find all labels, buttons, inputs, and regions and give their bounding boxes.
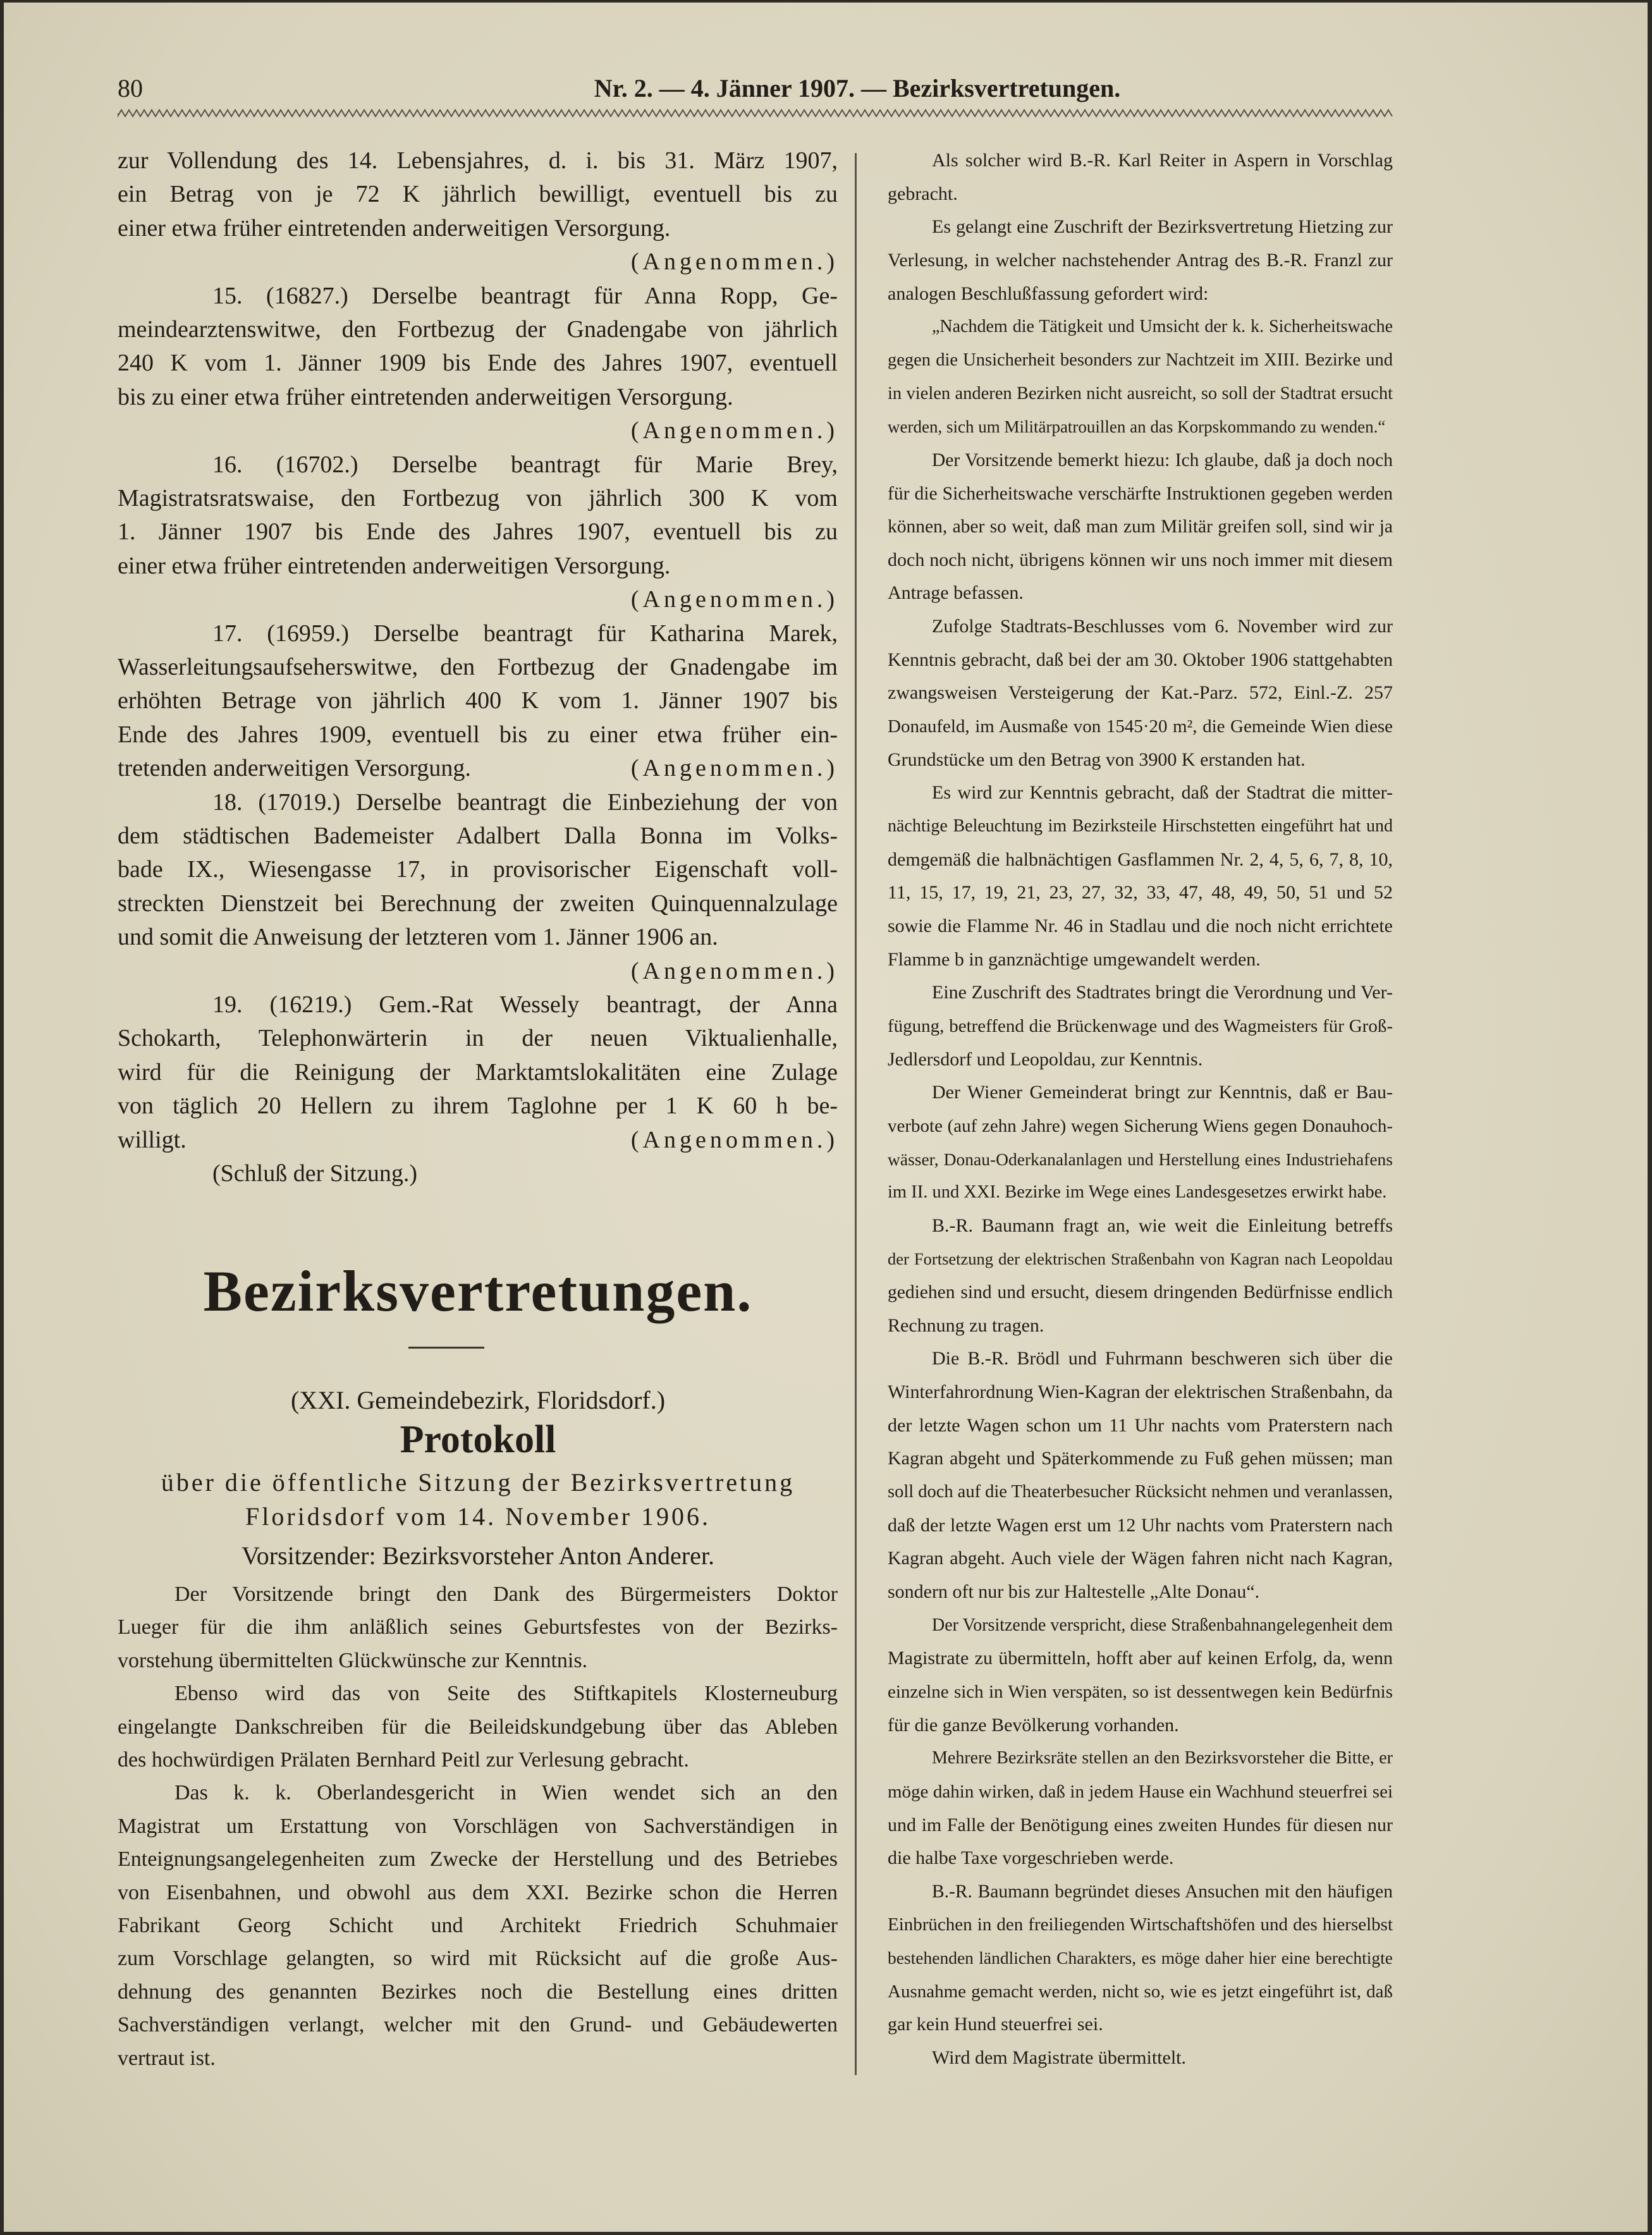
text-line: ein Betrag von je 72 K jährlich bewilligt, eventuell bis zu: [118, 181, 838, 208]
text-line: verbote (auf zehn Jahre) wegen Sicherung Wiens gegen Donauhoch-: [888, 1115, 1393, 1136]
text-line: Der Vorsitzende bemerkt hiezu: Ich glaube, daß ja doch noch: [932, 450, 1393, 470]
text-line: der letzte Wagen schon um 11 Uhr nachts vom Praterstern nach: [888, 1414, 1393, 1436]
text-line: Magistrate zu übermitteln, hofft aber auf keinen Erfolg, da, wenn: [888, 1648, 1393, 1669]
text-line: Wasserleitungsaufseherswitwe, den Fortbezug der Gnadengabe im: [118, 654, 838, 680]
text-line: B.-R. Baumann fragt an, wie weit die Einleitung betreffs: [932, 1215, 1393, 1236]
text-line: 18. (17019.) Derselbe beantragt die Einbeziehung der von: [212, 788, 838, 816]
text-line: Einbrüchen in den freiliegenden Wirtschaftshöfen und des hierselbst: [888, 1914, 1393, 1935]
text-line: Das k. k. Oberlandesgericht in Wien wendet sich an den: [174, 1781, 838, 1805]
verdict-label: (Angenommen.): [630, 417, 838, 444]
chairman-line: Vorsitzender: Bezirksvorsteher Anton Anderer.: [242, 1541, 714, 1570]
text-line: nächtige Beleuchtung im Bezirksteile Hirschstetten eingeführt hat und: [888, 816, 1393, 836]
text-line: zum Vorschlage gelangten, so wird mit Rücksicht auf die große Aus-: [118, 1947, 838, 1971]
text-line: sowie die Flamme Nr. 46 in Stadlau und die noch nicht errichtete: [888, 915, 1393, 936]
text-line: in vielen anderen Bezirken nicht ausreicht, so soll der Stadtrat ersucht: [888, 383, 1393, 403]
text-line: Grundstücke um den Betrag von 3900 K erstanden hat.: [888, 749, 1306, 770]
text-line: Der Wiener Gemeinderat bringt zur Kenntnis, daß er Bau-: [932, 1082, 1393, 1103]
text-line: Jedlersdorf und Leopoldau, zur Kenntnis.: [888, 1048, 1203, 1070]
text-line: für die Sicherheitswache verschärfte Instruktionen gegeben werden: [888, 483, 1393, 504]
text-line: gediehen sind und ersucht, diesem dringenden Bedürfnisse endlich: [888, 1282, 1393, 1303]
running-head: Nr. 2. — 4. Jänner 1907. — Bezirksvertretungen.: [594, 74, 1121, 102]
text-line: Als solcher wird B.-R. Karl Reiter in Aspern in Vorschlag: [932, 150, 1393, 171]
text-line: analogen Beschlußfassung gefordert wird:: [888, 283, 1209, 304]
text-line: wird für die Reinigung der Marktamtslokalitäten eine Zulage: [118, 1058, 838, 1086]
text-line: streckten Dienstzeit bei Berechnung der zweiten Quinquennalzulage: [118, 890, 838, 917]
text-line: des hochwürdigen Prälaten Bernhard Peitl zur Verlesung gebracht.: [118, 1748, 689, 1772]
text-line: von Eisenbahnen, und obwohl aus dem XXI. Bezirke schon die Herren: [118, 1880, 838, 1904]
text-line: Es wird zur Kenntnis gebracht, daß der Stadtrat die mitter-: [932, 782, 1393, 804]
text-line: möge dahin wirken, daß in jedem Hause ein Wachhund steuerfrei sei: [888, 1781, 1393, 1802]
text-line: die halbe Taxe vorgeschrieben werde.: [888, 1847, 1174, 1869]
protokoll-subtitle: über die öffentliche Sitzung der Bezirksvertretung: [161, 1468, 795, 1497]
text-line: erhöhten Betrage von jährlich 400 K vom 1. Jänner 1907 bis: [118, 687, 838, 714]
text-line: sondern oft nur bis zur Haltestelle „Alte Donau“.: [888, 1581, 1260, 1602]
text-line: der Fortsetzung der elektrischen Straßenbahn von Kagran nach Leopoldau: [888, 1249, 1393, 1269]
text-line: eingelangte Dankschreiben für die Beileidskundgebung über das Ableben: [118, 1715, 838, 1739]
text-line: Kagran abgeht. Auch viele der Wägen fahren nicht nach Kagran,: [888, 1548, 1393, 1569]
verdict-label: (Angenommen.): [630, 1126, 838, 1153]
text-line: bis zu einer etwa früher eintretenden anderweitigen Versorgung.: [118, 383, 733, 410]
text-line: 19. (16219.) Gem.-Rat Wessely beantragt, der Anna: [212, 991, 838, 1018]
text-line: willigt.: [118, 1126, 187, 1153]
text-line: 17. (16959.) Derselbe beantragt für Katharina Marek,: [212, 620, 838, 647]
text-line: Ende des Jahres 1909, eventuell bis zu einer etwa früher ein-: [118, 721, 838, 748]
document-page: [4, 3, 1648, 2232]
text-line: soll doch auf die Theaterbesucher Rücksicht nehmen und veranlassen,: [888, 1482, 1393, 1502]
title-rule: [408, 1347, 484, 1349]
verdict-label: (Angenommen.): [630, 586, 838, 613]
text-line: Donaufeld, im Ausmaße von 1545·20 m², die Gemeinde Wien diese: [888, 716, 1393, 737]
text-line: Zufolge Stadtrats-Beschlusses vom 6. November wird zur: [932, 616, 1393, 637]
verdict-label: (Angenommen.): [630, 755, 838, 782]
wavy-rule: [118, 109, 1395, 118]
verdict-label: (Angenommen.): [630, 957, 838, 984]
text-line: gar kein Hund steuerfrei sei.: [888, 2014, 1103, 2035]
text-line: Kenntnis gebracht, daß bei der am 30. Oktober 1906 stattgehabten: [888, 649, 1393, 670]
text-line: Ebenso wird das von Seite des Stiftkapitels Klosterneuburg: [174, 1682, 838, 1706]
text-line: meindearztenswitwe, den Fortbezug der Gnadengabe von jährlich: [118, 316, 838, 343]
text-line: Magistratsratswaise, den Fortbezug von jährlich 300 K vom: [118, 485, 838, 511]
verdict-label: (Angenommen.): [630, 248, 838, 276]
text-line: Rechnung zu tragen.: [888, 1314, 1044, 1336]
text-line: doch noch nicht, übrigens können wir uns noch immer mit diesem: [888, 549, 1393, 570]
page-number: 80: [118, 74, 143, 102]
protokoll-heading: Protokoll: [400, 1418, 556, 1461]
text-line: Der Vorsitzende verspricht, diese Straßenbahnangelegenheit dem: [932, 1615, 1393, 1635]
section-title: Bezirksvertretungen.: [203, 1259, 753, 1323]
text-line: Lueger für die ihm anläßlich seines Geburtsfestes von der Bezirks-: [118, 1615, 838, 1639]
text-line: 16. (16702.) Derselbe beantragt für Marie Brey,: [212, 451, 838, 478]
text-line: tretenden anderweitigen Versorgung.: [118, 755, 471, 782]
text-line: Schokarth, Telephonwärterin in der neuen Viktualienhalle,: [118, 1025, 838, 1052]
text-line: bade IX., Wiesengasse 17, in provisorischer Eigenschaft voll-: [118, 856, 838, 883]
text-line: Der Vorsitzende bringt den Dank des Bürgermeisters Doktor: [174, 1583, 838, 1606]
text-line: daß der letzte Wagen erst um 12 Uhr nachts vom Praterstern nach: [888, 1514, 1393, 1536]
text-line: für die ganze Bevölkerung vorhanden.: [888, 1714, 1179, 1736]
text-line: 240 K vom 1. Jänner 1909 bis Ende des Jahres 1907, eventuell: [118, 350, 838, 377]
text-line: und somit die Anweisung der letzteren vom 1. Jänner 1906 an.: [118, 924, 718, 951]
text-line: einer etwa früher eintretenden anderweitigen Versorgung.: [118, 552, 671, 579]
text-line: dem städtischen Bademeister Adalbert Dalla Bonna im Volks-: [118, 823, 838, 849]
text-line: vorstehung übermittelten Glückwünsche zur Kenntnis.: [118, 1648, 588, 1672]
text-line: zur Vollendung des 14. Lebensjahres, d. i. bis 31. März 1907,: [118, 147, 838, 174]
text-line: Winterfahrordnung Wien-Kagran der elektrischen Straßenbahn, da: [888, 1381, 1393, 1403]
text-line: Es gelangt eine Zuschrift der Bezirksvertretung Hietzing zur: [932, 216, 1393, 238]
text-line: werden, sich um Militärpatrouillen an das Korpskommando zu wenden.“: [888, 417, 1386, 437]
text-line: B.-R. Baumann begründet dieses Ansuchen mit den häufigen: [932, 1881, 1393, 1902]
text-line: Enteignungsangelegenheiten zum Zwecke der Herstellung und des Betriebes: [118, 1847, 838, 1871]
text-line: wässer, Donau-Oderkanalanlagen und Herstellung eines Industriehafens: [888, 1149, 1393, 1169]
text-line: Fabrikant Georg Schicht und Architekt Friedrich Schuhmaier: [118, 1914, 838, 1937]
text-line: Verlesung, in welcher nachstehender Antrag des B.-R. Franzl zur: [888, 249, 1393, 271]
district-heading: (XXI. Gemeindebezirk, Floridsdorf.): [290, 1386, 666, 1414]
text-line: 11, 15, 17, 19, 21, 23, 27, 32, 33, 47, 48, 49, 50, 51 und 52: [888, 882, 1393, 903]
text-line: Ausnahme gemacht werden, nicht so, wie es jetzt eingeführt ist, daß: [888, 1981, 1393, 2002]
text-line: und im Falle der Benötigung eines zweiten Hundes für diesen nur: [888, 1814, 1393, 1835]
text-line: vertraut ist.: [118, 2046, 216, 2070]
text-line: dehnung des genannten Bezirkes noch die Bestellung eines dritten: [118, 1980, 838, 2004]
text-line: einer etwa früher eintretenden anderweitigen Versorgung.: [118, 214, 671, 242]
text-line: Eine Zuschrift des Stadtrates bringt die Verordnung und Ver-: [932, 982, 1393, 1003]
text-line: Antrage befassen.: [888, 582, 1024, 604]
text-line: gebracht.: [888, 183, 958, 204]
text-line: können, aber so weit, daß man zum Militär greifen soll, sind wir ja: [888, 517, 1393, 537]
text-line: „Nachdem die Tätigkeit und Umsicht der k. k. Sicherheitswache: [932, 317, 1393, 337]
column-divider: [855, 153, 857, 2075]
text-line: im II. und XXI. Bezirke im Wege eines Landesgesetzes erwirkt habe.: [888, 1182, 1387, 1203]
protokoll-date: Floridsdorf vom 14. November 1906.: [245, 1502, 711, 1531]
text-line: 1. Jänner 1907 bis Ende des Jahres 1907, eventuell bis zu: [118, 518, 838, 546]
text-line: fügung, betreffend die Brückenwage und des Wagmeisters für Groß-: [888, 1015, 1393, 1036]
text-line: demgemäß die halbnächtigen Gasflammen Nr. 2, 4, 5, 6, 7, 8, 10,: [888, 848, 1393, 870]
text-line: einzelne sich in Wien verspäten, so ist dessentwegen kein Bedürfnis: [888, 1681, 1393, 1702]
text-line: von täglich 20 Hellern zu ihrem Taglohne per 1 K 60 h be-: [118, 1093, 838, 1120]
text-line: Die B.-R. Brödl und Fuhrmann beschweren sich über die: [932, 1348, 1393, 1369]
text-line: Sachverständigen verlangt, welcher mit den Grund- und Gebäudewerten: [118, 2013, 838, 2037]
text-line: (Schluß der Sitzung.): [212, 1160, 418, 1187]
text-line: Flamme b in ganznächtige umgewandelt werden.: [888, 948, 1261, 970]
text-line: Mehrere Bezirksräte stellen an den Bezirksvorsteher die Bitte, er: [932, 1748, 1393, 1768]
text-line: 15. (16827.) Derselbe beantragt für Anna Ropp, Ge-: [212, 282, 838, 309]
text-line: Magistrat um Erstattung von Vorschlägen von Sachverständigen in: [118, 1814, 838, 1838]
text-line: gegen die Unsicherheit besonders zur Nachtzeit im XIII. Bezirke und: [888, 350, 1393, 370]
text-line: Kagran abgeht und Späterkommende zu Fuß gehen müssen; man: [888, 1448, 1393, 1469]
text-line: bestehenden ländlichen Charakters, es möge daher hier eine berechtigte: [888, 1948, 1393, 1968]
text-line: zwangsweisen Versteigerung der Kat.-Parz. 572, Einl.-Z. 257: [888, 682, 1393, 704]
text-line: Wird dem Magistrate übermittelt.: [932, 2047, 1187, 2069]
